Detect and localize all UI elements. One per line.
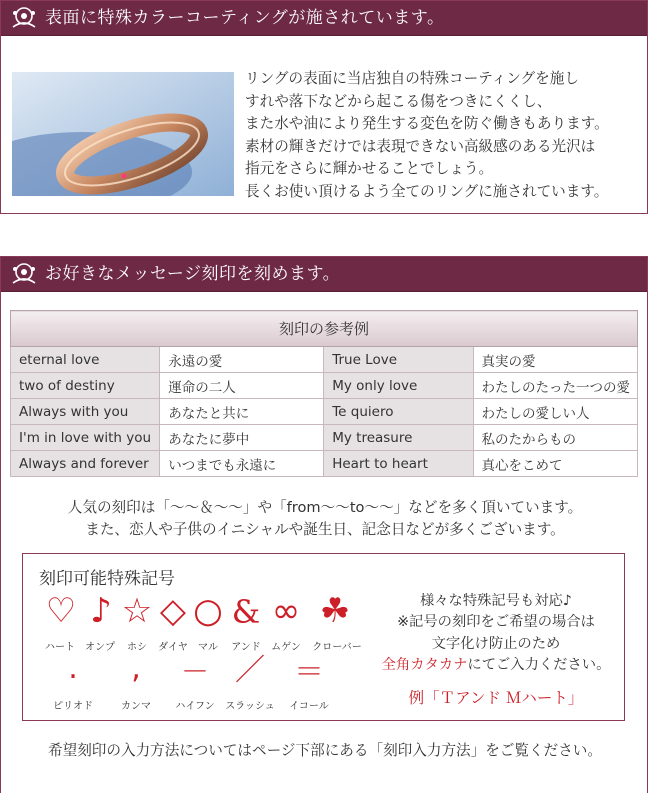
popular-text-line1: 人気の刻印は「～～＆～～」や「from～～to～～」などを多く頂いています。 — [67, 499, 583, 516]
symbols-note: ※記号の刻印をご希望の場合は — [397, 614, 595, 630]
table-title: 刻印の参考例 — [11, 311, 638, 347]
section-heading: 表面に特殊カラーコーティングが施されています。 — [45, 8, 445, 28]
symbol-label: イコール — [289, 701, 329, 712]
infinity-symbol-icon: ∞ — [271, 591, 301, 631]
symbol-label: ホシ — [127, 642, 147, 653]
note-symbol-icon: ♪ — [90, 591, 112, 631]
engraving-header — [1, 257, 647, 292]
ornament-icon — [9, 5, 39, 31]
special-symbols-box — [22, 553, 625, 721]
popular-text-line2: また、恋人や子供のイニシャルや誕生日、記念日などが多くございます。 — [85, 521, 565, 538]
symbol-label: オンプ — [85, 642, 115, 653]
coating-header — [1, 1, 647, 36]
equals-symbol-icon: ＝ — [294, 655, 324, 690]
symbols-note: 様々な特殊記号も対応♪ — [419, 593, 573, 609]
symbol-label: ダイヤ — [158, 642, 188, 653]
symbols-example: 例「Ｔアンド Ｍハート」 — [408, 689, 584, 707]
symbol-label: ピリオド — [53, 701, 93, 712]
table-row: I'm in love with you あなたに夢中 My treasure 私のたからもの — [11, 425, 638, 451]
symbol-label: ハート — [45, 642, 75, 653]
symbol-label: ハイフン — [175, 701, 215, 712]
katakana-emphasis: 全角カタカナ — [381, 657, 468, 673]
table-row: eternal love 永遠の愛 True Love 真実の愛 — [11, 347, 638, 373]
coating-description: リングの表面に当店独自の特殊コーティングを施し すれや落下などから起こる傷をつきにくくし、 また水や油により発生する変色を防ぐ働きもあります。 素材の輝きだけでは表現できない高級感のある光沢は 指元をさらに輝かせることでしょう。 長くお使い頂けるよう全てのリングに施されています。 — [245, 70, 609, 200]
heart-symbol-icon: ♡ — [45, 591, 77, 631]
symbol-label: マル — [198, 642, 218, 653]
ornament-icon — [9, 261, 39, 287]
comma-symbol-icon: , — [131, 651, 141, 686]
symbols-note-input: 全角カタカナにてご入力ください。 — [381, 657, 611, 673]
footer-note: 希望刻印の入力方法についてはページ下部にある「刻印入力方法」をご覧ください。 — [48, 742, 602, 759]
section-heading: お好きなメッセージ刻印を刻めます。 — [45, 264, 341, 284]
ring-photo — [12, 72, 234, 196]
symbol-label: カンマ — [121, 701, 151, 712]
table-row: Always and forever いつまでも永遠に Heart to heart 真心をこめて — [11, 451, 638, 477]
symbol-label: クローバー — [312, 642, 362, 653]
ampersand-symbol-icon: & — [231, 593, 261, 631]
table-row: Always with you あなたと共に Te quiero わたしの愛しい人 — [11, 399, 638, 425]
symbol-label: ムゲン — [271, 642, 301, 653]
table-row: two of destiny 運命の二人 My only love わたしのたった一つの愛 — [11, 373, 638, 399]
slash-symbol-icon: ／ — [235, 653, 265, 688]
symbol-label: アンド — [231, 642, 261, 653]
diamond-symbol-icon: ◇ — [159, 591, 187, 631]
star-symbol-icon: ☆ — [121, 591, 153, 631]
period-symbol-icon: . — [68, 651, 78, 686]
symbols-title: 刻印可能特殊記号 — [39, 569, 175, 589]
symbol-label: スラッシュ — [225, 701, 275, 712]
symbols-note: 文字化け防止のため — [431, 636, 561, 652]
circle-symbol-icon: ○ — [193, 591, 223, 631]
clover-symbol-icon: ☘ — [319, 591, 351, 631]
hyphen-symbol-icon: － — [180, 655, 209, 688]
engraving-examples-table — [10, 310, 638, 477]
